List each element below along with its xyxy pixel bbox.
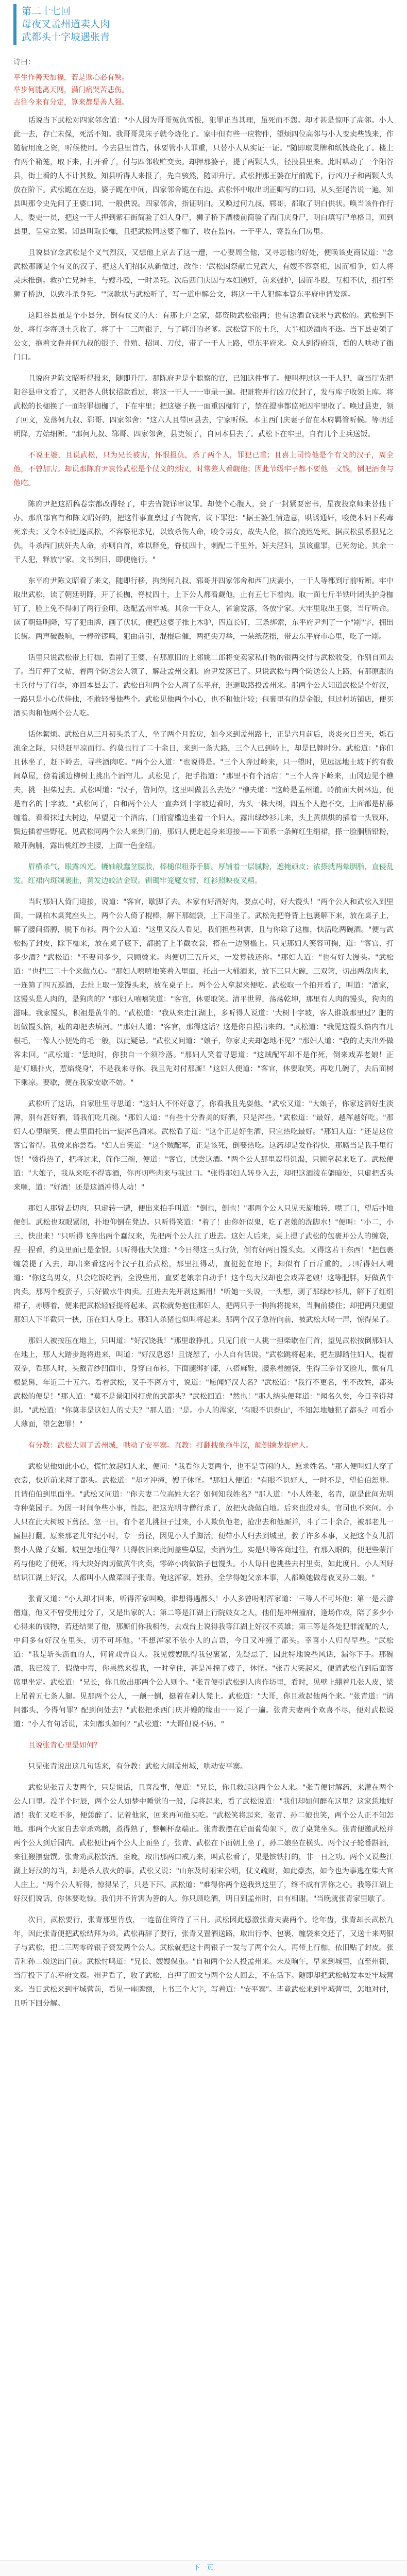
body-paragraph: 且说府尹陈文昭听得报来，随即升厅。那陈府尹是个聪察的官，已知这件事了。便叫押过这一干人犯，就当厅先把阳谷县申文看了，又把各人供状招款看过，将这一干人一一审录一遍。把赃物并行凶刀仗封了，发与库子收领上库。将武松的长枷换了一面轻罪枷枷了，下在牢里；把这婆子换一面重囚枷钉了，禁在提事都监死囚牢里收了。唤过县吏，领了回文，发落何九叔、郓哥、四家邻舍："这六人且带回县去，宁家听候。本主西门庆妻子留在本府羁管听候。等朝廷明降，方始细断。"那何九叔、郓哥、四家邻舍，县吏领了，自回本县去了。武松下在牢里，自有几个土兵送饭。 xyxy=(13,375,394,438)
chapter-number: 第二十七回 xyxy=(22,6,71,17)
body-paragraph: 东平府尹陈文昭看了来文，随即行移，拘到何九叔、郓哥并四家邻舍和西门庆妻小，一干人等都到厅前听断。牢中取出武松，读了朝廷明降，开了长枷，脊杖四十，上下公人都看觑他，止有五七下着肉。取一面七斤半铁叶团头护身枷钉了，脸上免不得刺了两行金印，迭配孟州牢城。其余一干众人，省谕发落，各放宁家。大牢里取出王婆，当厅听命。读了朝廷明降，写了犯由牌，画了伏状，便把这婆子推上木驴，四道长钉，三条绑索，东平府尹判了一个"剐"字，拥出长街。两声破鼓响，一棒碎锣鸣，犯由前引，混棍后催，两把尖刀举，一朵纸花摇，带去东平府市心里，吃了一剐。 xyxy=(13,577,394,641)
body-paragraph: 不说王婆，且说武松，只为兄长被害，怀恨报仇，杀了两个人，罪犯已重；且喜上司怜他是个有义的汉子，周全他，不曾加害。却说那陈府尹哀怜武松是个仗义的烈汉，时常差人看觑他；因此节级牢子都不要他一文钱，倒把酒食与他吃。 xyxy=(13,451,394,487)
poem-heading: 诗曰： xyxy=(13,58,35,66)
body-paragraph: 眉横杀气，眼露凶光。辘轴般蠢坌腰肢，棒槌似粗莽手脚。厚铺着一层腻粉，遮掩顽皮；浓搽就两晕胭脂，直侵乱发。红裙内斑斓裹肚，黄发边皎洁金钗。钏镯牢笼魔女臂，红衫照映夜叉精。 xyxy=(13,863,394,885)
body-paragraph: 这阳谷县虽是个小县分，倒有仗义的人：有那上户之家，都资助武松银两；也有送酒食钱米与武松的。武松到下处，将行李寄顿土兵收了，将了十二三两银子，与了郓哥的老爹。武松管下的土兵，大半相送酒肉不迭。当下县吏领了公文，抱着文卷并何九叔的银子、骨殖、招词、刀仗，带了一干人上路，望东平府来。众人到得府前，看的人哄动了衙门口。 xyxy=(13,312,394,362)
body-paragraph: 武松见他如此小心，慌忙放起妇人来，便问："我看你夫妻两个，也不是等闲的人，愿求姓名。"那人便叫妇人穿了衣裳，快近前来拜了都头。武松道："却才冲撞，嫂子休怪。"那妇人便道："有眼不识好人，一时不是，望伯伯恕罪。且请伯伯到里面坐。"武松又问道："你夫妻二位高姓大名？如何知我姓名？"那人道："小人姓张，名青，原是此间光明寺种菜园子。为因一时间争些小事，性起，把这光明寺僧行杀了，放把火烧做白地。后来也没对头，官司也不来问。小人只在此大树坡下剪径。忽一日，有个老儿挑担子过来，小人欺负他老，抢出去和他厮并，斗了二十余合，被那老儿一匾担打翻。原来那老儿年纪小时，专一剪径，因见小人手脚活，便带小人归去到城里，教了许多本事，又把这个女儿招赘小人做了女婿。城里怎地住得？只得依旧来此间盖些草屋，卖酒为生。实是只等客商过往，有那入眼的，便把些蒙汗药与他吃了便死，将大块好肉切做黄牛肉卖，零碎小肉做馅子包馒头。小人每日也挑些去村里卖，如此度日。小人因好结识江湖上好汉，人都叫小人做菜园子张青。俺这浑家，姓孙，全学得她父亲本事，人都唤她做母夜叉孙二娘。" xyxy=(13,1463,394,1582)
body-paragraph: 武松听了这话，自家肚里寻思道："这妇人不怀好意了，你看我且先耍他。"武松又道："大娘子，你家这酒好生淡薄，别有甚好酒，请我们吃几碗。"那妇人道："有些十分香美的好酒，只是浑些。"武松道："最好，越浑越好吃。"那妇人心里暗笑，便去里面托出一旋浑色酒来。武松看了道："这个正是好生酒，只宜热吃最好。"那妇人道："还是这位客官省得。我烫来你尝看。"妇人自笑道："这个贼配军，正是该死，倒要热吃。这药却是发作得快，那厮当是我手里行货！"烫得热了，把将过来，筛作三碗，便道："客官，试尝这酒。"两个公人那里忍得饥渴，只顾拿起来吃了。武松便道："大娘子，我从来吃不得寡酒，你再切些肉来与我过口。"张得那妇人转身入去，却把这酒泼在僻暗处，只虚把舌头来咂，道："好酒！还是这酒冲得人动！" xyxy=(13,1100,394,1192)
body-paragraph: 且说张青心里是如何？ xyxy=(28,1741,101,1750)
body-paragraph: 话里只说武松带上行枷，看剐了王婆，有那原旧的上邻姚二郎将变卖家私什物的银两交付与武松收受，作别自回去了。当厅押了文帖，着两个防送公人领了，解赴孟州交割。府尹发落已了。只说武松与两个防送公人上路，有那原跟的土兵付与了行李，亦回本县去了。武松自和两个公人离了东平府，迤逦取路投孟州来。那两个公人知道武松是个好汉，一路只是小心伏侍他，不敢轻慢他些个。武松见他两个小心，也不和他计较；包裹里有的是金银，但过村坊铺店，便买酒买肉和他两个公人吃。 xyxy=(13,654,394,718)
body-paragraph: 武松见张青夫妻两个，只是说话，且喜没事，便道："兄长，你且救起这两个公人来。"张青便讨解药，来灌在两个公人口里。没半个时辰，两个公人如梦中睡觉的一般，爬将起来，看了武松说道："我们却如何醉在这里？这家恁地好酒！我们又吃不多，便恁醉了。记着他家，回来再问他买吃。"武松笑将起来，张青、孙二娘也笑，两个公人正不知怎地。那两个火家自去宰杀鸡鹅，煮得熟了，整顿杯盘端正。张青教摆在后面葡萄架下，放了桌凳坐头。张青便邀武松并两个公人到后园内。武松便让两个公人上面坐了，张青、武松在下面朝上坐了，孙二娘坐在横头。两个汉子轮番斟酒，来往搬摆盘馔。张青劝武松饮酒。至晚，取出那两口戒刀来，叫武松看了，果是镔铁打的，非一日之功。两个又说些江湖上好汉的勾当，却是杀人放火的事。武松又说："山东及时雨宋公明，仗义疏财，如此豪杰，如今也为事逃在柴大官人庄上。"两个公人听得，惊得呆了，只是下拜。武松道："难得你两个送我到这里了，终不成有害你之心。我等江湖上好汉们说话，你休要吃惊。我们并不肯害为善的人。你只顾吃酒，明日到孟州时，自有相谢。"当晚就张青家里歇了。 xyxy=(13,1784,394,1903)
chapter-title-line-1: 母夜叉孟州道卖人肉 xyxy=(22,19,110,30)
pagination-bar xyxy=(0,2560,407,2576)
poem-verses xyxy=(13,72,394,109)
body-paragraph: 那妇人被按压在地上，只叫道："好汉饶我！"那里敢挣扎。只见门前一人挑一担柴歇在门首，望见武松按倒那妇人在地上，那人大踏步跑将进来，叫道："好汉息怒！且饶恕了，小人自有话说。"武松跳将起来，把左脚踏住妇人，提着双拳，看那人时，头戴青纱凹面巾，身穿白布衫，下面腿绑护膝，八搭麻鞋，腰系着缠袋，生得三拳骨叉脸儿，微有几根髭髯，年近三十五六。看着武松，叉手不离方寸，说道："愿闻好汉大名？"武松道："我行不更名，坐不改姓，都头武松的便是！"那人道："莫不是景阳冈打虎的武都头？"武松回道："然也！"那人纳头便拜道："闻名久矣，今日幸得拜识。"武松道："你莫非是这妇人的丈夫？"那人道："是。小人的浑家，'有眼不识泰山'，不知怎地触犯了都头？可看小人薄面，望乞恕罪！" xyxy=(13,1337,394,1429)
next-page-link[interactable]: 下一页 xyxy=(193,2564,214,2572)
body-paragraph: 那妇人那曾去切肉，只虚转一遭，便出来拍手叫道："倒也，倒也！"那两个公人只见天旋地转，噤了口，望后扑地便倒。武松也双眼紧闭，扑地仰倒在凳边。只听得笑道："着了！由你奸似鬼，吃了老娘的洗脚水！"便叫："小二，小三，快出来！"只听得飞奔出两个蠢汉来，先把两个公人扛了进去。这妇人后来，桌上提了武松的包裹并公人的缠袋，捏一捏看，约莫里面已是金银。只听得他大笑道："今日得这三头行货，倒有好两日馒头卖。又得这若干东西！"把包裹缠袋提了入去，却出来看这两个汉子扛抬武松，那里扛得动，直挺挺在地下，却似有千百斤重的。只听得妇人喝道："你这鸟男女，只会吃饭吃酒，全没些用，直要老娘亲自动手！这个鸟大汉却也会戏弄老娘！这等肥胖，好做黄牛肉卖。那两个瘦蛮子，只好做水牛肉卖。扛进去先开剥这厮用！"听她一头说，一头想，剥了那绿纱衫儿，解下了红绢裙子，赤膊着，便来把武松轻轻提将起来。武松就势抱住那妇人，把两只手一拘拘将拢来，当胸前搂住；却把两只腿望那妇人下半截只一挟，压在妇人身上。那妇人杀猪也似叫将起来。那两个汉子急待向前，被武松大喝一声，惊得呆了。 xyxy=(13,1205,394,1324)
body-paragraph: 陈府尹把这招稿卷宗都改得轻了，申去省院详审议罪。却使个心腹人，赍了一封紧要密书，星夜投京师来替他干办。那刑部官有和陈文昭好的，把这件事直禀过了省院官，议下罪犯："据王婆生情造意，哄诱通奸，唆使本妇下药毒死亲夫；又令本妇赶逐武松，不容祭祀亲兄，以致杀伤人命，唆令男女，故失人伦，拟合凌迟处死。据武松虽系报兄之仇，斗杀西门庆奸夫人命，亦则自首，难以释免，脊杖四十，刺配二千里外。奸夫淫妇，虽该重罪，已死勿论。其余一干人犯，释放宁家。文书到日，即便施行。" xyxy=(13,500,394,564)
chapter-title-line-2: 武都头十字坡遇张青 xyxy=(22,31,110,43)
poem-verse: 古往今来有分定，算来都是善人强。 xyxy=(13,98,129,107)
body-paragraph: 张青又道："小人却才回来，听得浑家叫唤，谁想得遇都头！小人多曾吩咐浑家道：'三等人不可坏他：第一是云游僧道，他又不曾受用过分了，又是出家的人；第二等是江湖上行院妓女之人，他们是冲州撞府，逢场作戏，陪了多少小心得来的钱物，若还结果了他，那厮们你我相传，去戏台上说得我等江湖上好汉不英雄；第三等是各处犯罪流配的人，中间多有好汉在里头，切不可坏他。'不想浑家不依小人的言语，今日又冲撞了都头。幸喜小人归得早些。"武松道："我是斩头沥血的人，何肯戏弄良人。我见嫂嫂瞧得我包裹紧，先疑忌了，因此特地说些风话，漏你下手。那碗酒，我已泼了，假做中毒，你果然来提我，一时拿住，甚是冲撞了嫂子，休怪。"张青大笑起来，便请武松直到后面客席里坐定。武松道："兄长，你且放出那两个公人则个。"张青便引武松到人肉作坊里，看时，见壁上绷着几张人皮，梁上吊着五七条人腿。见那两个公人，一颠一倒，挺着在剥人凳上。武松道："大哥，你且救起他两个来。"张青道："请问都头，今得何罪？配到何处去？"武松把杀西门庆并嫂的缘由一一说了一遍。张青夫妻两个欢喜不尽，便对武松说道："小人有句话说，未知都头如何？"武松道："大哥但说不妨。" xyxy=(13,1595,394,1728)
poem-verse: 举步何能离天网，满门痛哭苦悲伤。 xyxy=(13,86,129,94)
chapter-title-block xyxy=(13,4,394,45)
body-paragraph: 次日，武松要行，张青那里肯放，一连留住管待了三日。武松因此感激张青夫妻两个。论年齿，张青却长武松九年，因此张青便把武松结拜为弟。武松再辞了要行，张青又置酒送路，取出行李、包裹、缠袋来交还了，又送十来两银子与武松，把二三两零碎银子赍发两个公人。武松就把这十两银子一发与了两个公人，再带上行枷，依旧贴了封皮。张青和孙二娘送出门前。武松忖鸣道："兄长、嫂嫂保重。"自和两个公人投孟州来。未及晌午，早来到城里，直至州衙，当厅投下了东平府文牒。州尹看了，收了武松，自押了回文与两个公人回去，不在话下。随即却把武松帖发本处牢城营来。当日武松来到牢城营前，看见一座牌额，上书三个大字，写着道："安平寨"。毕竟武松来到牢城营里，怎地对付，且听下回分解。 xyxy=(13,1916,394,2008)
body-paragraph: 话说当下武松对四家邻舍道："小人因为哥哥冤仇雪恨，犯罪正当其理，虽死而不怨。却才甚是惊吓了高邻。小人此一去，存亡未保，死活不知。我哥哥灵床子就今烧化了。家中但有些一应物件，望烦四位高邻与小人变卖些钱来，作随衙用度之资，听候使用。今去县里首告，休要管小人罪重，只替小人从实证一证。"随即取灵牌和纸钱烧化了。楼上有两个箱笼，取下来，打开看了，付与四邻收贮变卖。却押那婆子，提了两颗人头，径投县里来。此时哄动了一个阳谷县，街上看的人不计其数。知县听得人来报了，先自骇然，随即升厅。武松押那王婆在厅前跪下，行凶刀子和两颗人头放在阶下。武松跪在左边，婆子跪在中间，四家邻舍跪在右边。武松怀中取出胡正卿写的口词，从头至尾告说一遍。知县叫那令史先问了王婆口词，一般供说。四家邻舍，指证明白。又唤过何九叔、郓哥，都取了明白供状。唤当该仵作行人，委吏一员，把这一干人押到紫石街简验了妇人身尸，狮子桥下酒楼前简验了西门庆身尸，明白填写尸单格目，回到县里，呈堂立案。知县叫取长枷，且把武松同这婆子枷了，收在监内。一干平人，寄监在门房里。 xyxy=(13,116,394,236)
chapter-body xyxy=(13,114,394,2011)
body-paragraph: 话休絮烦。武松自从三月初头杀了人，坐了两个月监房，如今来到孟州路上，正是六月前后，炎炎火日当天，烁石流金之际，只得赶早凉而行。约莫也行了二十余日，来到一条大路，三个人已到岭上，却是巳牌时分。武松道："你们且休坐了，赶下岭去，寻些酒肉吃。"两个公人道："也说得是。"三个人奔过岭来，只一望时，见远远地土坡下约有数间草屋，傍着溪边柳树上挑出个酒帘儿。武松见了，把手指道："那里不有个酒店！"三个人奔下岭来，山冈边见个樵夫，挑一担柴过去。武松叫道："汉子，借问你，这里叫做甚么去处？"樵夫道："这岭是孟州道。岭前面大树林边，便是有名的十字坡。"武松问了，自和两个公人一直奔到十字坡边看时，为头一株大树，四五个人抱不交，上面都是枯藤缠着。看看抹过大树边，早望见一个酒店，门前窗槛边坐着一个妇人，露出绿纱衫儿来，头上黄烘烘的插着一头钗环，鬓边插着些野花。见武松同两个公人来到门前，那妇人便走起身来迎接——下面系一条鲜红生绢裙，搽一脸胭脂铅粉，敞开胸脯，露出桃红纱主腰，上面一色金纽。 xyxy=(13,731,394,850)
body-paragraph: 只见张青说出这几句话来，有分教：武松大闹孟州城，哄动安平寨。 xyxy=(28,1762,248,1771)
body-paragraph: 有分教：武松大闹了孟州城，哄动了安平寨。直教：打翻拽象拖牛汉，颠倒擒龙捉虎人。 xyxy=(28,1442,313,1450)
body-paragraph: 且说县官念武松是个义气烈汉，又想他上京去了这一遭，一心要周全他，又寻思他的好处，便唤该吏商议道："念武松那厮是个有义的汉子，把这人们招状从新做过，改作：'武松因祭献亡兄武大，有嫂不容祭祀，因而相争，妇人将灵床推倒。救护亡兄神主，与嫂斗殴，一时杀死。次后西门庆因与本妇通奸，前来强护，因而斗殴，互相不伏，扭打至狮子桥边，以致斗杀身死。'"读款状与武松听了，写一道申解公文，将这一干人犯解本管东平府申请发落。 xyxy=(13,249,394,299)
body-paragraph: 当时那妇人倚门迎接，说道："客官，歇脚了去。本家有好酒好肉，要点心时，好大馒头！"两个公人和武松入到里面，一副柏木桌凳座头上，两个公人倚了棍棒，解下那缠袋，上下肩坐了。武松先把脊背上包裹解下来，放在桌子上，解了腰间搭膊，脱下布衫。两个公人道："这里又没人看见，我们担些利害，且与你除了这枷，快活吃两碗酒。"便与武松揭了封皮，除下枷来，放在桌子底下，都脱了上半截衣裳，搭在一边窗槛上。只见那妇人笑容可掬，道："客官，打多少酒？"武松道："不要问多少，只顾烫来。肉便切三五斤来，一发算钱还你。"那妇人道："也有好大馒头。"武松道："也把三二十个来做点心。"那妇人嘻嘻地笑着入里面，托出一大桶酒来，放下三只大碗，三双箸，切出两盘肉来，一连筛了四五巡酒，去灶上取一笼馒头来，放在桌子上。两个公人拿起来便吃。武松取一个拍开看了，叫道："酒家，这馒头是人肉的，是狗肉的？"那妇人嘻嘻笑道："客官，休要取笑。清平世界，荡荡乾坤，那里有人肉的馒头，狗肉的滋味。我家馒头，积祖是黄牛的。"武松道："我从来走江湖上，多听得人说道：'大树十字坡，客人谁敢那里过？肥的切做馒头馅，瘦的却把去填河。'"那妇人道："客官，那得这话？这是你自捏出来的。"武松道："我见这馒头馅内有几根毛，一像人小便处的毛一般，以此疑忌。"武松又问道："娘子，你家丈夫却怎地不见？"那妇人道："我的丈夫出外做客未回。"武松道："恁地时，你独自一个须冷落。"那妇人笑着寻思道："这贼配军却不是作死，倒来戏弄老娘！正是'灯蛾扑火，惹焰烧身'，不是我来寻你。我且先对付那厮！"这妇人便道："客官，休要取笑。再吃几碗了，去后面树下乘凉。要歇，便在我家安歇不妨。" xyxy=(13,898,394,1087)
poem-verse: 平生作善天加福，若是欺心必有殃。 xyxy=(13,74,129,82)
